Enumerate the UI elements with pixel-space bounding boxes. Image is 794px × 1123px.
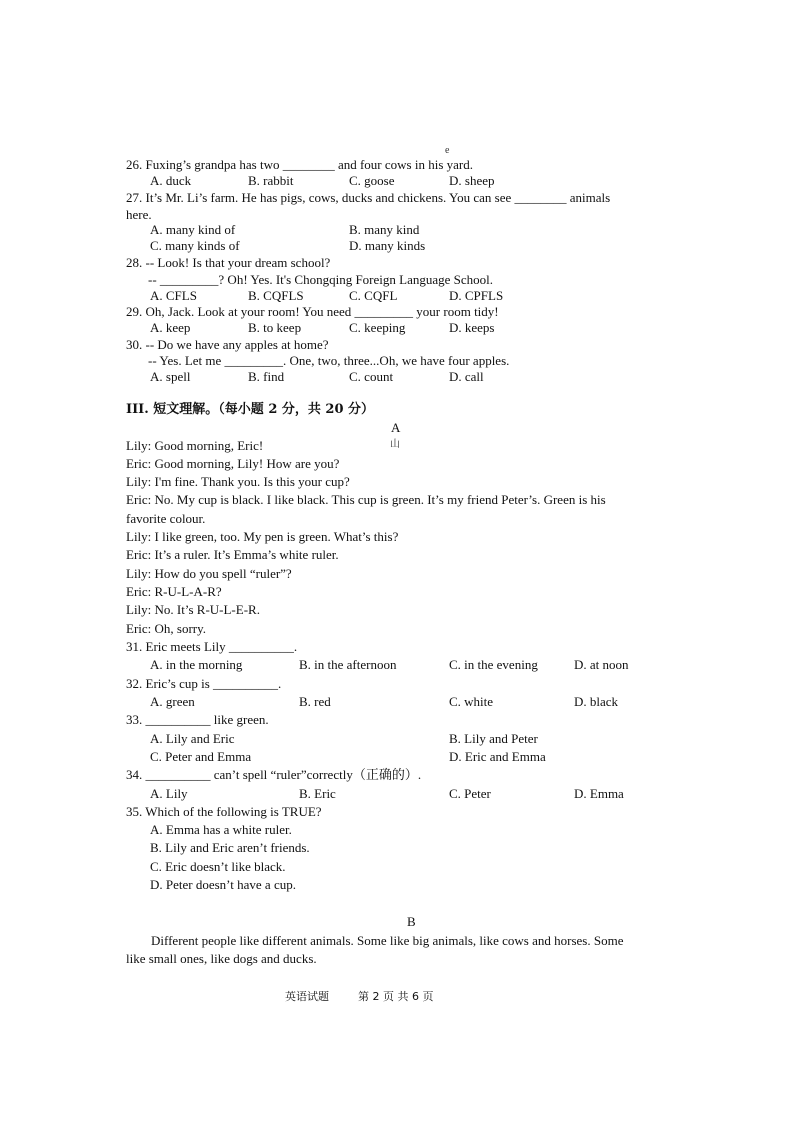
question-stem: 32. Eric’s cup is __________. [126,676,282,691]
question-stem-continued: here. [126,207,152,222]
option-d: D. Peter doesn’t have a cup. [150,877,296,892]
scan-mark: 山 [390,439,400,450]
dialogue-line: Eric: Good morning, Lily! How are you? [126,456,340,471]
option-a: A. green [150,694,195,709]
option-d: D. black [574,694,619,709]
option-c: C. Peter and Emma [150,749,252,764]
question-stem: 35. Which of the following is TRUE? [126,804,322,819]
option-b: B. red [299,694,331,709]
passage-line: Different people like different animals. Some like big animals, like cows and horses. Some [151,933,624,948]
option-b: B. CQFLS [248,288,304,303]
option-b: B. to keep [248,320,302,335]
option-d: D. call [449,369,484,384]
option-b: B. in the afternoon [299,657,397,672]
option-a: A. many kind of [150,222,236,237]
question-stem: 33. __________ like green. [126,712,269,727]
option-d: D. keeps [449,320,495,335]
option-d: D. Emma [574,786,624,801]
option-a: A. Emma has a white ruler. [150,822,292,837]
question-stem: 30. -- Do we have any apples at home? [126,337,329,352]
question-stem-line2: -- Yes. Let me _________. One, two, three...Oh, we have four apples. [148,353,510,368]
dialogue-line: Eric: R-U-L-A-R? [126,584,222,599]
option-d: D. sheep [449,173,495,188]
passage-b-label: B [407,914,416,929]
option-b: B. Lily and Peter [449,731,538,746]
passage-a-label: A [391,420,401,435]
option-d: D. at noon [574,657,629,672]
dialogue-line: Eric: It’s a ruler. It’s Emma’s white ruler. [126,547,339,562]
dialogue-line: Lily: No. It’s R-U-L-E-R. [126,602,260,617]
dialogue-line: Lily: Good morning, Eric! [126,438,264,453]
scan-mark: e [445,145,450,156]
option-a: A. Lily and Eric [150,731,235,746]
option-a: A. CFLS [150,288,197,303]
option-d: D. many kinds [349,238,426,253]
section-title: III. 短文理解。（每小题 2 分，共 20 分） [126,402,375,417]
option-c: C. many kinds of [150,238,240,253]
option-b: B. Lily and Eric aren’t friends. [150,840,310,855]
question-stem-line2: -- _________? Oh! Yes. It's Chongqing Foreign Language School. [148,272,494,287]
option-b: B. Eric [299,786,336,801]
option-a: A. duck [150,173,192,188]
footer-subject: 英语试题 [285,990,329,1003]
question-stem: 31. Eric meets Lily __________. [126,639,298,654]
option-c: C. goose [349,173,395,188]
option-b: B. find [248,369,285,384]
option-c: C. in the evening [449,657,538,672]
passage-line: like small ones, like dogs and ducks. [126,951,317,966]
option-b: B. rabbit [248,173,294,188]
dialogue-line: Lily: I like green, too. My pen is green. What’s this? [126,529,399,544]
option-a: A. in the morning [150,657,243,672]
dialogue-line: Lily: I'm fine. Thank you. Is this your cup? [126,474,350,489]
option-a: A. spell [150,369,191,384]
question-stem: 26. Fuxing’s grandpa has two ________ and four cows in his yard. [126,157,473,172]
question-stem: 28. -- Look! Is that your dream school? [126,255,331,270]
option-c: C. count [349,369,394,384]
option-a: A. Lily [150,786,188,801]
option-c: C. keeping [349,320,406,335]
question-stem: 27. It’s Mr. Li’s farm. He has pigs, cows, ducks and chickens. You can see ________ animals [126,190,611,205]
option-d: D. CPFLS [449,288,504,303]
option-c: C. white [449,694,494,709]
question-stem: 34. __________ can’t spell “ruler”correctly（正确的）. [126,767,422,782]
option-b: B. many kind [349,222,420,237]
option-a: A. keep [150,320,191,335]
option-d: D. Eric and Emma [449,749,546,764]
option-c: C. CQFL [349,288,398,303]
question-stem: 29. Oh, Jack. Look at your room! You need _________ your room tidy! [126,304,499,319]
dialogue-line: favorite colour. [126,511,206,526]
dialogue-line: Eric: Oh, sorry. [126,621,207,636]
dialogue-line: Lily: How do you spell “ruler”? [126,566,292,581]
dialogue-line: Eric: No. My cup is black. I like black. This cup is green. It’s my friend Peter’s. Green is his [126,492,606,507]
option-c: C. Peter [449,786,491,801]
option-c: C. Eric doesn’t like black. [150,859,286,874]
footer-page-number: 第 2 页 共 6 页 [358,990,434,1003]
